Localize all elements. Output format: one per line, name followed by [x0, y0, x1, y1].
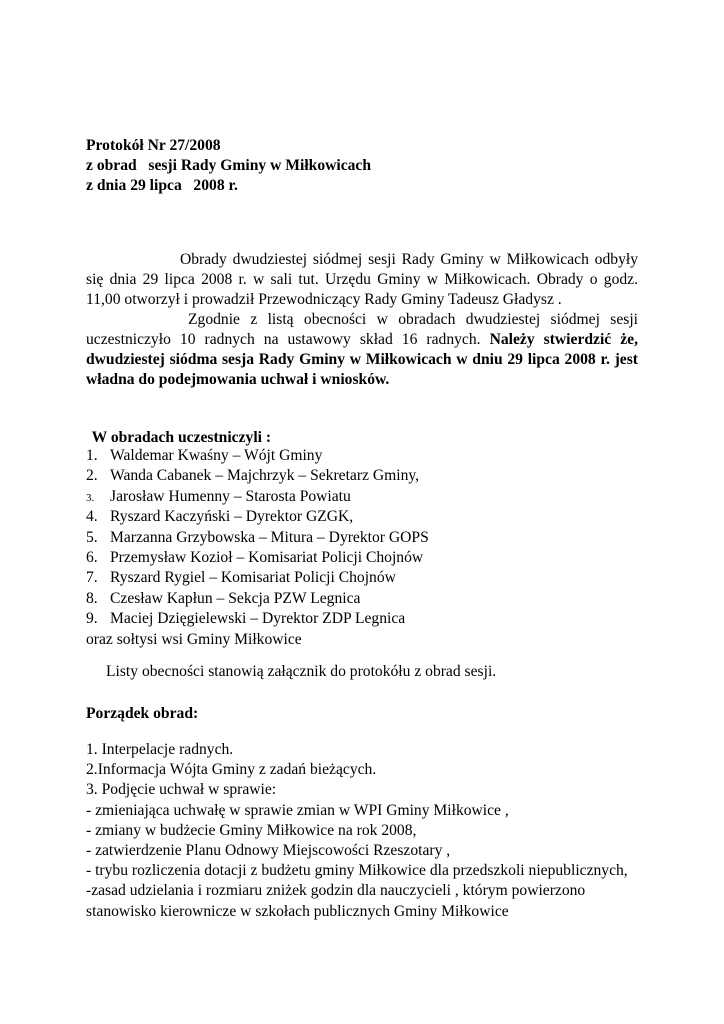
agenda-item: - zmieniająca uchwałę w sprawie zmian w WPI Gminy Miłkowice , — [86, 801, 509, 819]
attendees-footer-text: oraz sołtysi wsi Gminy Miłkowice — [86, 630, 302, 648]
list-item-text: Maciej Dzięgielewski – Dyrektor ZDP Legnica — [110, 610, 406, 628]
list-item-text: Przemysław Kozioł – Komisariat Policji Chojnów — [110, 548, 424, 566]
list-item-text: Waldemar Kwaśny – Wójt Gminy — [110, 447, 323, 464]
title-line-2: z obrad sesji Rady Gminy w Miłkowicach — [86, 157, 372, 174]
list-item — [86, 528, 638, 548]
list-item-number: 6. — [86, 548, 98, 566]
list-item-number: 9. — [86, 610, 98, 628]
list-item-number: 5. — [86, 528, 98, 546]
list-item-number: 8. — [86, 589, 98, 607]
agenda-item: 3. Podjęcie uchwał w sprawie: — [86, 781, 277, 799]
intro-paragraph-2-plain: Zgodnie z listą obecności w obradach dwudziestej siódmej sesji uczestniczyło 10 radnych na ustawowy skład 16 radnych. — [86, 311, 638, 348]
agenda-item: - zatwierdzenie Planu Odnowy Miejscowości Rzeszotary , — [86, 842, 451, 860]
intro-paragraph-2 — [86, 310, 638, 390]
intro-paragraph-1 — [86, 250, 638, 310]
agenda-item: -zasad udzielania i rozmiaru zniżek godzin dla nauczycieli , którym powierzono stanowisko kierownicze w szkołach publicznych Gminy Miłkowice — [86, 882, 586, 920]
attendee-list — [86, 446, 638, 650]
agenda-item: - zmiany w budżecie Gminy Miłkowice na rok 2008, — [86, 821, 417, 839]
agenda-list — [86, 740, 638, 922]
title-line-3: z dnia 29 lipca 2008 r. — [86, 177, 238, 194]
list-item-text: Ryszard Kaczyński – Dyrektor GZGK, — [110, 508, 354, 526]
list-item — [86, 609, 638, 629]
list-item-text: Marzanna Grzybowska – Mitura – Dyrektor GOPS — [110, 528, 429, 546]
attendees-footer — [86, 630, 638, 650]
document-page — [86, 0, 638, 1024]
list-item-text: Ryszard Rygiel – Komisariat Policji Chojnów — [110, 569, 396, 587]
intro-paragraph-1-text: Obrady dwudziestej siódmej sesji Rady Gminy w Miłkowicach odbyły się dnia 29 lipca 2008 r. w sali tut. Urzędu Gminy w Miłkowicach. Obrady o godz. 11,00 otworzył i prowadził Przewodniczący Rady Gminy Tadeusz Gładysz . — [86, 251, 638, 308]
list-item-number: 3. — [86, 491, 95, 504]
intro-paragraph-2-bold: Należy stwierdzić że, dwudziestej siódma sesja Rady Gminy w Miłkowicach w dniu 29 lipca 2008 r. jest władna do podejmowania uchwał i wniosków. — [86, 331, 638, 388]
list-item — [86, 548, 638, 568]
list-item-number: 4. — [86, 508, 98, 526]
list-item-number: 2. — [86, 467, 98, 485]
agenda-heading: Porządek obrad: — [86, 705, 199, 722]
list-item — [86, 507, 638, 527]
list-item — [86, 466, 638, 486]
list-item — [86, 446, 638, 466]
list-item — [86, 589, 638, 609]
agenda-item: - trybu rozliczenia dotacji z budżetu gminy Miłkowice dla przedszkoli niepublicznych, — [86, 862, 628, 880]
list-item-number: 7. — [86, 569, 98, 587]
attachment-note: Listy obecności stanowią załącznik do protokółu z obrad sesji. — [106, 663, 497, 680]
list-item-number: 1. — [86, 447, 98, 464]
protocol-title — [86, 136, 638, 196]
title-line-1: Protokół Nr 27/2008 — [86, 137, 221, 154]
list-item-text: Wanda Cabanek – Majchrzyk – Sekretarz Gminy, — [110, 467, 420, 485]
list-item-text: Czesław Kapłun – Sekcja PZW Legnica — [110, 589, 361, 607]
agenda-item: 1. Interpelacje radnych. — [86, 741, 234, 758]
attendees-heading: W obradach uczestniczyli : — [88, 429, 272, 446]
list-item — [86, 487, 638, 507]
agenda-item: 2.Informacja Wójta Gminy z zadań bieżących. — [86, 761, 377, 779]
list-item-text: Jarosław Humenny – Starosta Powiatu — [110, 487, 351, 505]
list-item — [86, 568, 638, 588]
intro-section — [86, 250, 638, 390]
